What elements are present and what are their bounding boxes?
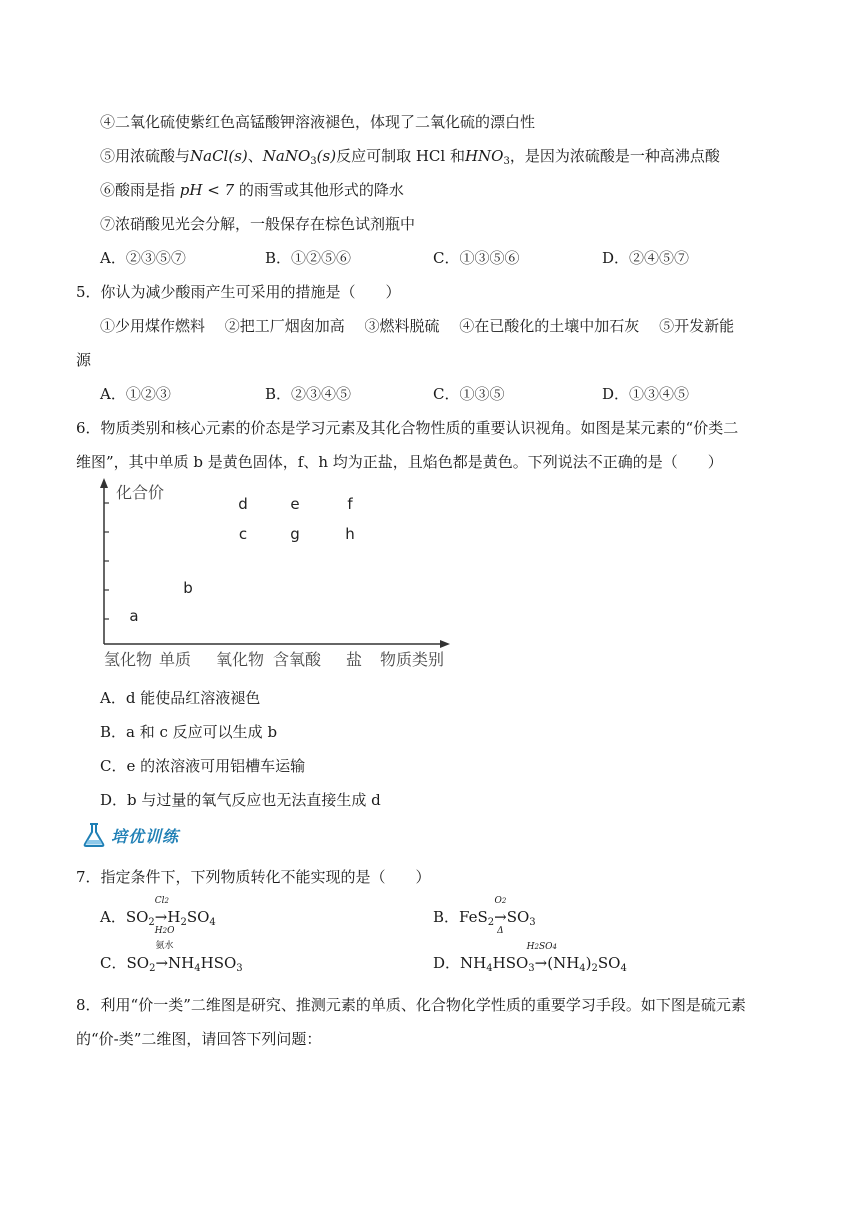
q7-option-d: D．$NH_4HSO_3$ H2SO4 $\to(NH_4)_2SO_4$ (433, 942, 627, 974)
point-label-h: h (345, 525, 355, 543)
flask-icon (83, 822, 105, 848)
q6-stem-2: 维图”，其中单质 b 是黄色固体，f、h 均为正盐，且焰色都是黄色。下列说法不正确的是（ ） (76, 453, 723, 471)
q4-option-b: B．①②⑤⑥ (265, 249, 352, 267)
q5-option-a: A．①②③ (100, 385, 171, 403)
valence-class-chart (92, 474, 462, 674)
point-label-b: b (183, 579, 193, 597)
x-category-label: 氢化物 (103, 650, 153, 669)
x-axis-label: 物质类别 (380, 650, 445, 669)
q6-option-d: D．b 与过量的氧气反应也无法直接生成 d (100, 791, 381, 809)
q7-option-b: B．FeS$_2$ O2 → Δ $SO_3$ (433, 896, 536, 936)
q5-option-b: B．②③④⑤ (265, 385, 352, 403)
x-category-label: 盐 (345, 650, 363, 669)
x-axis-arrow (440, 640, 450, 648)
banner-title: 培优训练 (111, 826, 180, 846)
q8-stem-2: 的“价-类”二维图，请回答下列问题： (76, 1030, 322, 1048)
q5-option-d: D．①③④⑤ (602, 385, 690, 403)
q5-measures: ①少用煤作燃料 ②把工厂烟囱加高 ③燃料脱硫 ④在已酸化的土壤中加石灰 ⑤开发新能 (100, 317, 735, 335)
q4-option-a: A．②③⑤⑦ (100, 249, 186, 267)
x-category-label: 单质 (158, 650, 192, 669)
q6-option-c: C．e 的浓溶液可用铝槽车运输 (100, 757, 306, 775)
section-banner (83, 822, 179, 848)
q6-stem-1: 6．物质类别和核心元素的价态是学习元素及其化合物性质的重要认识视角。如图是某元素的“价类二 (76, 419, 739, 437)
point-label-g: g (290, 525, 300, 543)
point-label-e: e (290, 495, 300, 513)
q7-stem: 7．指定条件下，下列物质转化不能实现的是（ ） (76, 868, 431, 886)
q4-item-4: ④二氧化硫使紫红色高锰酸钾溶液褪色，体现了二氧化硫的漂白性 (100, 113, 536, 131)
x-category-label: 氧化物 (215, 650, 265, 669)
q5-stem: 5．你认为减少酸雨产生可采用的措施是（ ） (76, 283, 401, 301)
q4-option-c: C．①③⑤⑥ (433, 249, 520, 267)
point-label-f: f (347, 495, 353, 513)
q4-item-6: ⑥酸雨是指 pH < 7 的雨雪或其他形式的降水 (100, 181, 404, 199)
y-axis-arrow (100, 478, 108, 488)
chart-axes (100, 478, 450, 648)
q7-option-c: C．$SO_2$ 氨水 $\to NH_4HSO_3$ (100, 941, 243, 974)
q4-option-d: D．②④⑤⑦ (602, 249, 690, 267)
point-label-d: d (238, 495, 248, 513)
point-label-c: c (238, 525, 248, 543)
q4-item-5: ⑤用浓硫酸与NaCl(s)、NaNO$_3$(s)反应可制取 HCl 和$HNO_3$，是因为浓硫酸是一种高沸点酸 (100, 147, 720, 167)
q8-stem-1: 8．利用“价一类”二维图是研究、推测元素的单质、化合物化学性质的重要学习手段。如下图是硫元素 (76, 996, 746, 1014)
q6-option-a: A．d 能使品红溶液褪色 (100, 689, 261, 707)
point-label-a: a (129, 607, 139, 625)
y-axis-label: 化合价 (116, 483, 165, 502)
q5-option-c: C．①③⑤ (433, 385, 505, 403)
q7-option-a: A．$SO_2$ Cl2 → H2O $H_2SO_4$ (100, 896, 216, 936)
q5-measures-cont: 源 (76, 351, 92, 369)
x-category-label: 含氧酸 (272, 650, 322, 669)
q6-option-b: B．a 和 c 反应可以生成 b (100, 723, 278, 741)
q4-item-7: ⑦浓硝酸见光会分解，一般保存在棕色试剂瓶中 (100, 215, 416, 233)
